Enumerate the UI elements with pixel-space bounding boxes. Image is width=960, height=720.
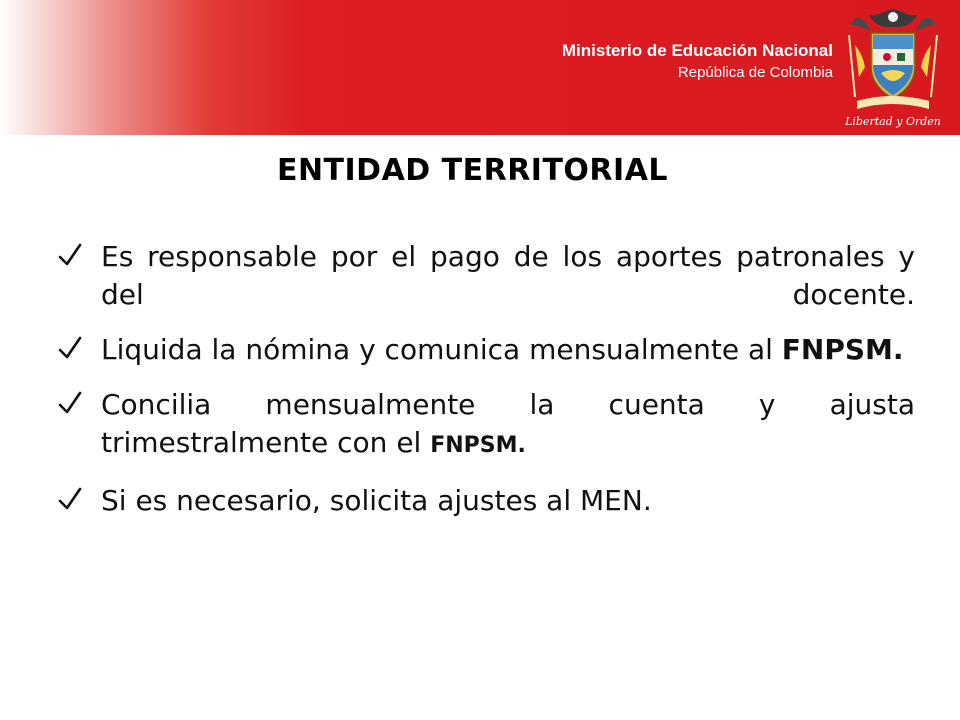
bullet-plain-text: Es responsable por el pago de los aportes patronales y del docente.: [101, 240, 915, 311]
republic-name: República de Colombia: [677, 64, 833, 81]
list-item: [58, 386, 915, 465]
bullet-plain-text: Concilia mensualmente la cuenta y ajusta trimestralmente con el: [101, 388, 915, 459]
bullet-bold-text: FNPSM.: [781, 333, 904, 366]
bullet-plain-text: Liquida la nómina y comunica mensualmente al: [101, 333, 782, 366]
ministry-name: Ministerio de Educación Nacional: [561, 41, 833, 60]
checkmark-icon: [58, 335, 82, 361]
bullet-text: [101, 386, 915, 465]
checkmark-icon: [58, 390, 82, 416]
list-item: [58, 482, 915, 520]
page-title: ENTIDAD TERRITORIAL: [276, 153, 669, 188]
checkmark-icon: [58, 242, 82, 268]
list-item: [58, 331, 915, 369]
motto-text: Libertad y Orden: [845, 115, 941, 128]
bullet-list: [58, 238, 915, 537]
list-item: [58, 238, 915, 314]
ministry-block: [562, 40, 833, 84]
bullet-text: [101, 482, 915, 520]
bullet-text: [101, 331, 915, 369]
checkmark-icon: [58, 486, 82, 512]
bullet-text: [101, 238, 915, 314]
bullet-plain-text: Si es necesario, solicita ajustes al MEN.: [101, 484, 652, 517]
colombia-coat-of-arms-icon: [843, 5, 943, 131]
bullet-bold-text: FNPSM.: [430, 433, 526, 458]
